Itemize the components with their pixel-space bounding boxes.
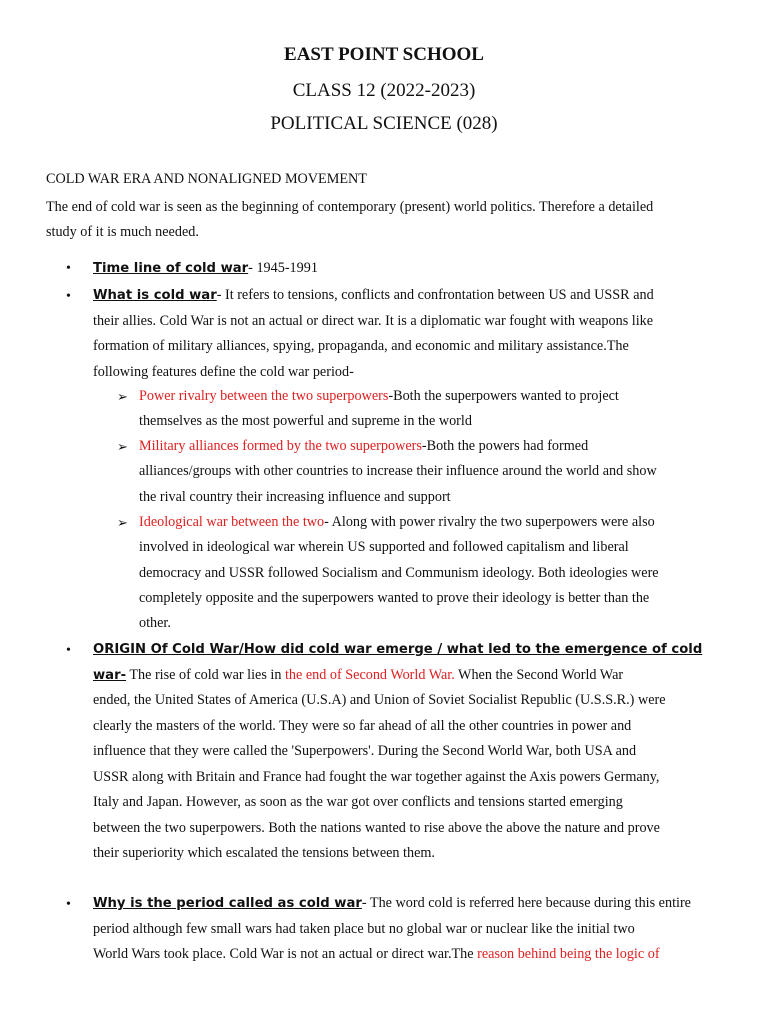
- subject-title: POLITICAL SCIENCE (028): [270, 113, 498, 134]
- why-called-item: [93, 891, 733, 968]
- feature-first-text: -Both the powers had formed: [421, 438, 589, 454]
- origin-label-line2: war-: [93, 667, 127, 683]
- feature-line: alliances/groups with other countries to increase their influence around the world and show: [139, 463, 657, 480]
- class-line: CLASS 12 (2022-2023): [292, 80, 476, 101]
- origin-line: their superiority which escalated the tensions between them.: [93, 845, 435, 861]
- what-is-label: What is cold war: [93, 288, 217, 303]
- feature-line: involved in ideological war wherein US supported and followed capitalism and liberal: [139, 539, 629, 556]
- timeline-label: Time line of cold war: [93, 261, 249, 276]
- feature-item-ideological-war: [139, 510, 739, 636]
- bullet-icon: •: [66, 289, 71, 304]
- origin-text-before: The rise of cold war lies in: [126, 666, 285, 683]
- origin-line: USSR along with Britain and France had fought the war together against the Axis powers Germany,: [93, 768, 660, 785]
- origin-label-line1: ORIGIN Of Cold War/How did cold war emerge / what led to the emergence of cold: [93, 642, 703, 657]
- feature-highlight: Ideological war between the two: [139, 514, 325, 530]
- feature-first-text: - Along with power rivalry the two superpowers were also: [324, 514, 655, 530]
- feature-first-text: -Both the superpowers wanted to project: [388, 388, 619, 404]
- feature-line: the rival country their increasing influence and support: [139, 488, 451, 505]
- what-is-line: their allies. Cold War is not an actual or direct war. It is a diplomatic war fought with weapons like: [93, 312, 654, 329]
- origin-highlight: the end of Second World War.: [284, 666, 455, 683]
- feature-highlight: Power rivalry between the two superpowers: [139, 388, 389, 404]
- feature-line: other.: [139, 615, 171, 632]
- feature-highlight: Military alliances formed by the two superpowers: [139, 438, 422, 454]
- why-called-first-text: - The word cold is referred here because during this entire: [361, 895, 691, 911]
- why-called-label: Why is the period called as cold war: [93, 896, 362, 911]
- what-is-line: following features define the cold war period-: [93, 363, 354, 380]
- intro-line: The end of cold war is seen as the beginning of contemporary (present) world politics. Therefore a detailed: [46, 199, 654, 215]
- arrow-bullet-icon: ➢: [117, 439, 128, 454]
- why-called-line: period although few small wars had taken place but no global war or nuclear like the initial two: [93, 920, 635, 937]
- origin-item: [93, 637, 733, 867]
- why-called-last-text: World Wars took place. Cold War is not an actual or direct war.The: [93, 946, 478, 962]
- timeline-text: - 1945-1991: [248, 260, 318, 276]
- origin-line: ended, the United States of America (U.S.A) and Union of Soviet Socialist Republic (U.S.S.R.) were: [93, 692, 666, 708]
- bullet-icon: •: [66, 261, 71, 276]
- bullet-icon: •: [66, 643, 71, 658]
- feature-line: completely opposite and the superpowers wanted to prove their ideology is better than the: [139, 589, 650, 606]
- intro-paragraph: [46, 195, 726, 245]
- origin-line: between the two superpowers. Both the nations wanted to rise above the above the nature and prove: [93, 819, 660, 836]
- origin-line: influence that they were called the 'Superpowers'. During the Second World War, both USA and: [93, 743, 637, 759]
- timeline-item: [93, 256, 733, 282]
- feature-item-power-rivalry: [139, 384, 739, 435]
- arrow-bullet-icon: ➢: [117, 389, 128, 404]
- origin-text-after: When the Second World War: [454, 666, 624, 683]
- school-name: EAST POINT SCHOOL: [284, 44, 484, 65]
- origin-line: Italy and Japan. However, as soon as the war got over conflicts and tensions started emerging: [93, 794, 623, 810]
- arrow-bullet-icon: ➢: [117, 515, 128, 530]
- bullet-icon: •: [66, 897, 71, 912]
- intro-line: study of it is much needed.: [46, 224, 199, 240]
- feature-item-military-alliances: [139, 434, 739, 510]
- origin-line: clearly the masters of the world. They were so far ahead of all the other countries in power and: [93, 717, 632, 734]
- why-called-highlight: reason behind being the logic of: [477, 946, 660, 962]
- section-title: COLD WAR ERA AND NONALIGNED MOVEMENT: [46, 171, 367, 187]
- feature-line: themselves as the most powerful and supreme in the world: [139, 413, 472, 430]
- what-is-line: formation of military alliances, spying, propaganda, and economic and military assistance.The: [93, 338, 629, 354]
- what-is-cold-war-item: [93, 283, 733, 385]
- what-is-first-text: - It refers to tensions, conflicts and confrontation between US and USSR and: [216, 287, 654, 303]
- feature-line: democracy and USSR followed Socialism and Communism ideology. Both ideologies were: [139, 564, 659, 581]
